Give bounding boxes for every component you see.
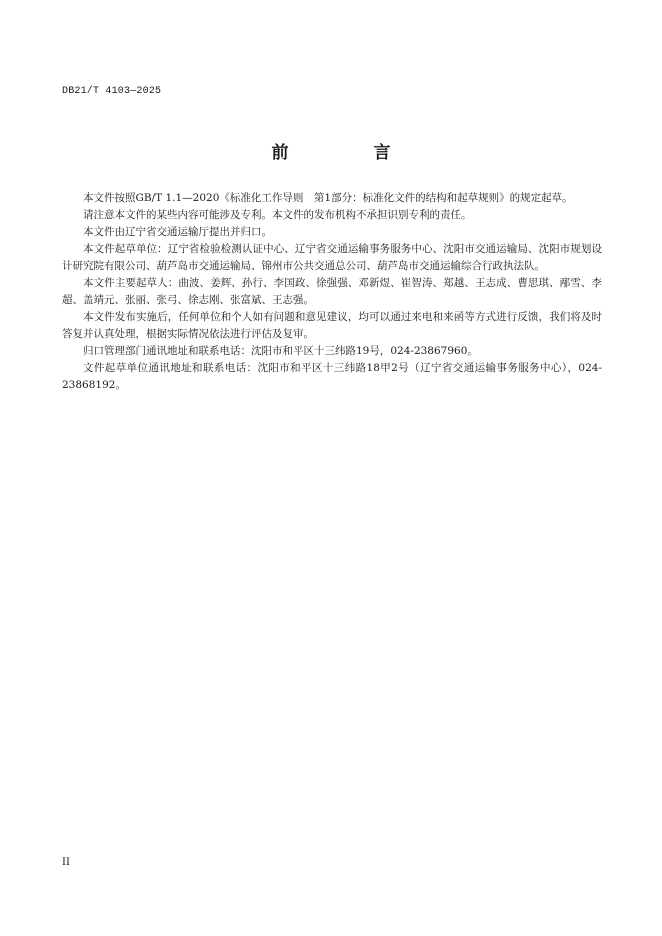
paragraph-drafting-units: 本文件起草单位：辽宁省检验检测认证中心、辽宁省交通运输事务服务中心、沈阳市交通运输局、沈阳市规划设计研究院有限公司、葫芦岛市交通运输局、锦州市公共交通总公司、葫芦岛市交通运输综合行政执法队。 [62, 243, 602, 272]
paragraph-drafter-contact: 文件起草单位通讯地址和联系电话：沈阳市和平区十三纬路18甲2号（辽宁省交通运输事务服务中心），024-23868192。 [62, 362, 602, 391]
preface-body [62, 190, 602, 394]
page-number: II [62, 857, 70, 868]
document-id: DB21/T 4103—2025 [62, 86, 162, 97]
section-title: 前 言 [271, 143, 425, 163]
paragraph-patent-notice: 请注意本文件的某些内容可能涉及专利。本文件的发布机构不承担识别专利的责任。 [83, 209, 472, 221]
paragraph-feedback: 本文件发布实施后，任何单位和个人如有问题和意见建议，均可以通过来电和来函等方式进行反馈，我们将及时答复并认真处理，根据实际情况依法进行评估及复审。 [62, 311, 602, 340]
paragraph-authority-contact: 归口管理部门通讯地址和联系电话：沈阳市和平区十三纬路19号，024-23867960。 [83, 345, 478, 357]
paragraph-drafters: 本文件主要起草人：曲波、姜辉、孙行、李国政、徐强强、邓新煜、崔智涛、郑越、王志成、曹思琪、邴雪、李超、盖靖元、张丽、张弓、徐志刚、张富斌、王志强。 [62, 277, 602, 306]
paragraph-proposer: 本文件由辽宁省交通运输厅提出并归口。 [83, 226, 272, 238]
paragraph-drafting-rules: 本文件按照GB/T 1.1—2020《标准化工作导则 第1部分：标准化文件的结构和起草规则》的规定起草。 [83, 192, 573, 204]
